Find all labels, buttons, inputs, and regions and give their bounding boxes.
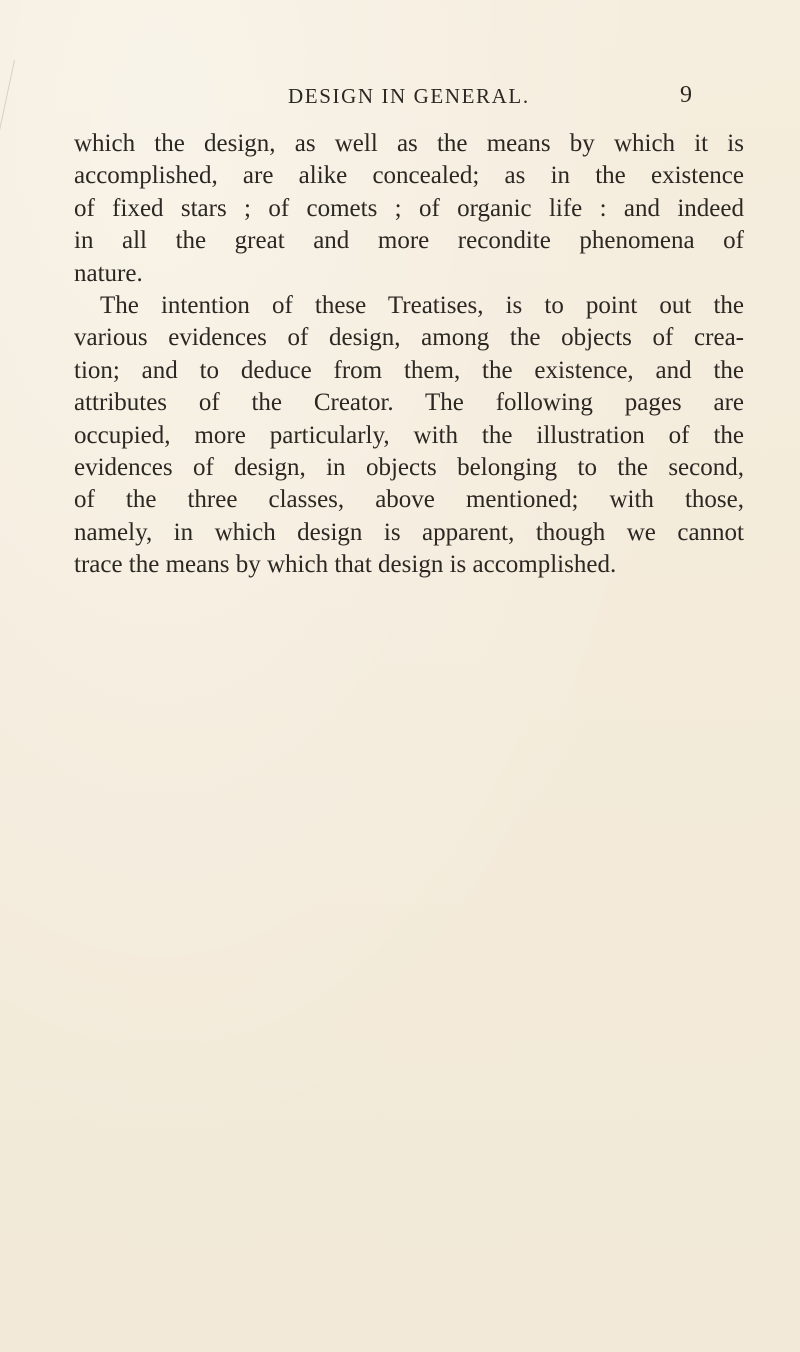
text-line: nature. (74, 259, 143, 287)
text-line: of the three classes, above mentioned; with those, (74, 486, 744, 514)
text-line: various evidences of design, among the objects of crea- (74, 324, 744, 352)
text-line: which the design, as well as the means by which it is (74, 130, 744, 157)
text-line: namely, in which design is apparent, though we cannot (74, 518, 744, 546)
running-title: DESIGN IN GENERAL. (288, 84, 530, 108)
text-line: evidences of design, in objects belonging to the second, (74, 453, 744, 481)
text-line: tion; and to deduce from them, the existence, and the (74, 356, 744, 384)
text-line: in all the great and more recondite phenomena of (74, 227, 744, 255)
page-number: 9 (680, 82, 692, 108)
text-line: of fixed stars ; of comets ; of organic life : and indeed (74, 194, 744, 222)
running-head (0, 84, 800, 114)
text-line: occupied, more particularly, with the illustration of the (74, 421, 744, 449)
text-line: trace the means by which that design is accomplished. (74, 551, 617, 579)
text-line: accomplished, are alike concealed; as in the existence (74, 162, 744, 190)
body-text (74, 128, 744, 581)
text-line: The intention of these Treatises, is to point out the (100, 291, 744, 319)
text-line: attributes of the Creator. The following pages are (74, 389, 744, 417)
